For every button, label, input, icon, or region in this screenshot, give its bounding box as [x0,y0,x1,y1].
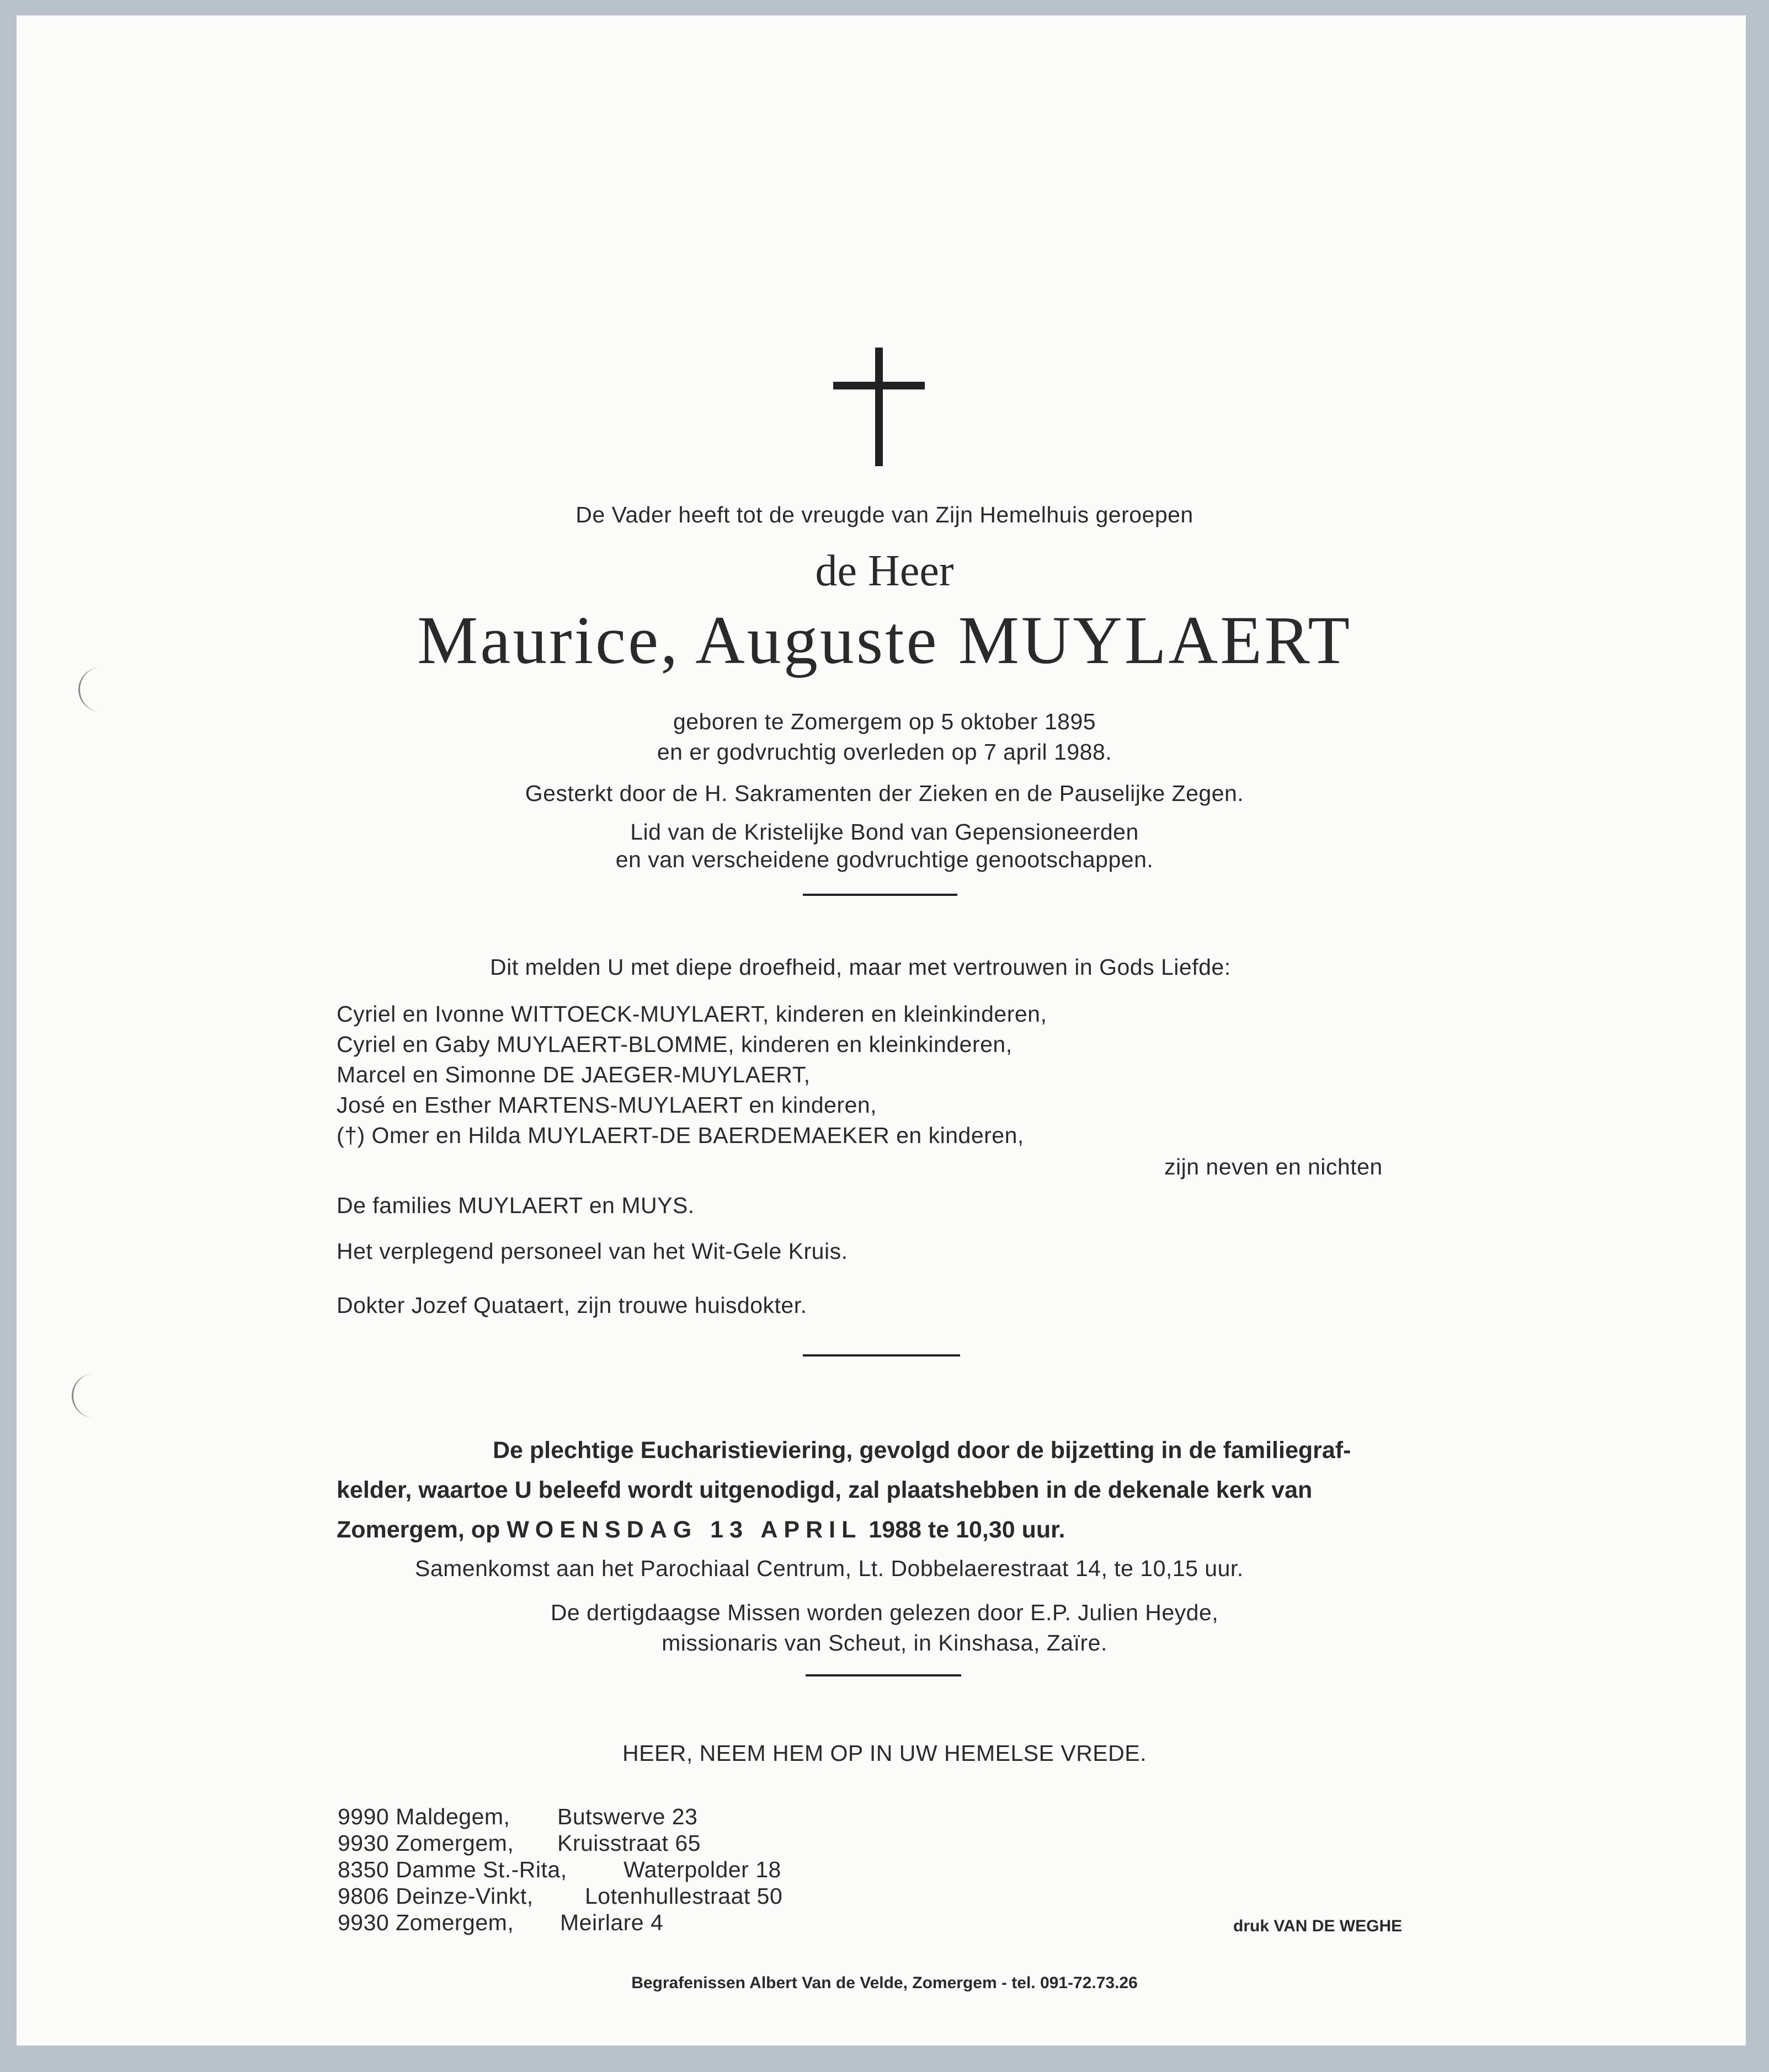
family-note: zijn neven en nichten [1164,1154,1383,1179]
family-line: Marcel en Simonne DE JAEGER-MUYLAERT, [337,1062,811,1087]
undertaker-line: Begrafenissen Albert Van de Velde, Zomergem - tel. 091-72.73.26 [631,1974,1138,1992]
service-date: WOENSDAG 13 APRIL [507,1516,862,1543]
service-line: kelder, waartoe U beleefd wordt uitgenodigd, zal plaatshebben in de dekenale kerk van [337,1477,1313,1503]
divider [803,1354,960,1357]
membership-line: en van verscheidene godvruchtige genootschappen. [615,847,1154,872]
prayer-line: HEER, NEEM HEM OP IN UW HEMELSE VREDE. [622,1740,1147,1766]
families-line: De families MUYLAERT en MUYS. [337,1193,695,1218]
doctor-line: Dokter Jozef Quataert, zijn trouwe huisdokter. [337,1293,807,1318]
masses-line: De dertigdaagse Missen worden gelezen door E.P. Julien Heyde, [550,1600,1219,1625]
family-line: José en Esther MARTENS-MUYLAERT en kinderen, [337,1092,877,1118]
address-place: 8350 Damme St.-Rita, [338,1857,567,1882]
family-line: Cyriel en Gaby MUYLAERT-BLOMME, kinderen en kleinkinderen, [337,1032,1013,1057]
death-line: en er godvruchtig overleden op 7 april 1988. [657,739,1112,765]
nursing-line: Het verplegend personeel van het Wit-Gele Kruis. [337,1238,848,1264]
gathering-line: Samenkomst aan het Parochiaal Centrum, Lt. Dobbelaerestraat 14, te 10,15 uur. [415,1556,1244,1581]
intro-text: De Vader heeft tot de vreugde van Zijn Hemelhuis geroepen [576,502,1193,527]
membership-line: Lid van de Kristelijke Bond van Gepensioneerden [630,819,1139,845]
divider [806,1674,961,1676]
printer-credit: druk VAN DE WEGHE [1233,1917,1403,1935]
family-line: (†) Omer en Hilda MUYLAERT-DE BAERDEMAEKER en kinderen, [337,1123,1024,1148]
address-street: Meirlare 4 [560,1910,664,1935]
address-place: 9930 Zomergem, [338,1830,514,1856]
cross-icon [833,348,927,469]
divider [803,894,957,896]
birth-line: geboren te Zomergem op 5 oktober 1895 [673,709,1096,734]
address-place: 9990 Maldegem, [338,1804,510,1829]
service-line: De plechtige Eucharistieviering, gevolgd door de bijzetting in de familiegraf- [493,1437,1351,1464]
address-street: Lotenhullestraat 50 [585,1883,783,1909]
address-street: Waterpolder 18 [624,1857,781,1882]
address-street: Kruisstraat 65 [557,1830,701,1856]
service-line: Zomergem, op WOENSDAG 13 APRIL 1988 te 10,30 uur. [337,1516,1065,1543]
announcement: Dit melden U met diepe droefheid, maar met vertrouwen in Gods Liefde: [490,954,1231,980]
address-place: 9930 Zomergem, [338,1910,514,1935]
honorific: de Heer [815,547,954,595]
deceased-name: Maurice, Auguste MUYLAERT [417,602,1352,678]
family-line: Cyriel en Ivonne WITTOECK-MUYLAERT, kinderen en kleinkinderen, [337,1001,1047,1027]
sacraments-line: Gesterkt door de H. Sakramenten der Zieken en de Pauselijke Zegen. [525,781,1244,806]
address-street: Butswerve 23 [557,1804,698,1829]
address-place: 9806 Deinze-Vinkt, [338,1883,534,1909]
masses-line: missionaris van Scheut, in Kinshasa, Zaïre. [662,1630,1107,1656]
